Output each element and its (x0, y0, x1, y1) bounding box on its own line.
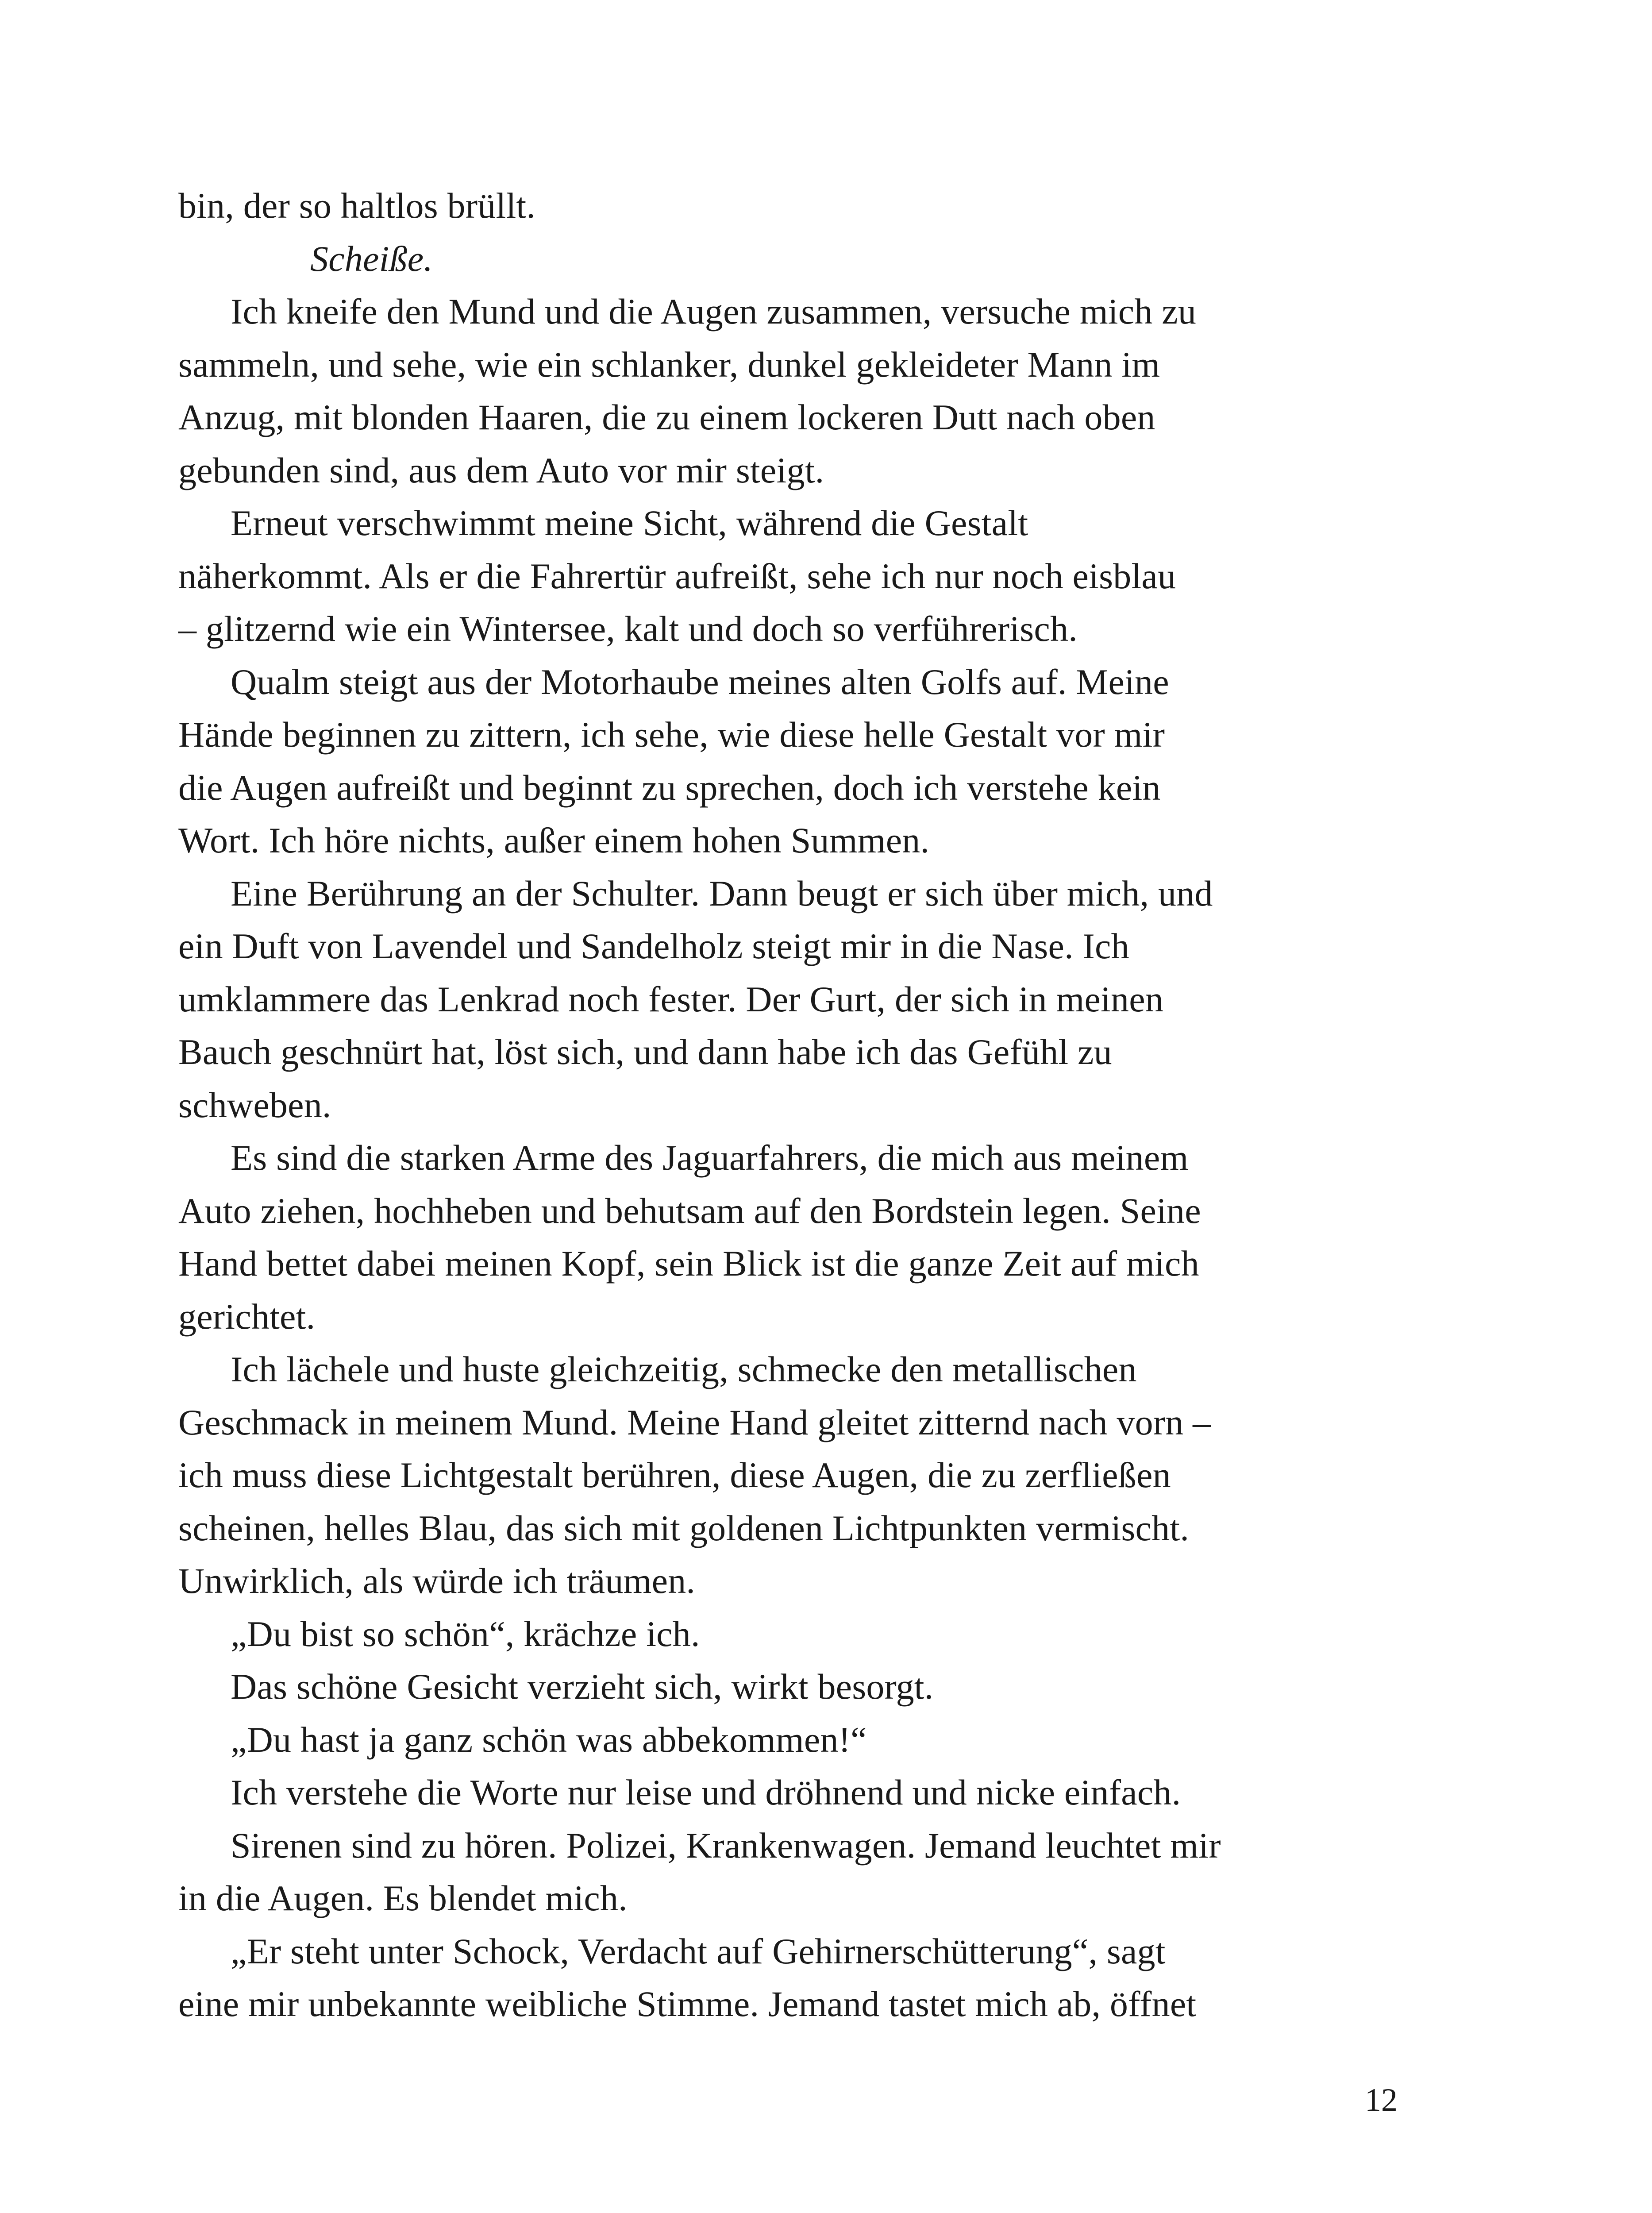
text-line: gebunden sind, aus dem Auto vor mir steigt. (178, 450, 824, 490)
text-line: bin, der so haltlos brüllt. (178, 185, 536, 226)
text-line: gerichtet. (178, 1296, 316, 1337)
text-line: – glitzernd wie ein Wintersee, kalt und doch so verführerisch. (178, 609, 1078, 649)
text-line: Ich kneife den Mund und die Augen zusammen, versuche mich zu (231, 291, 1197, 332)
text-line: Geschmack in meinem Mund. Meine Hand gleitet zitternd nach vorn – (178, 1402, 1211, 1442)
text-line: Ich lächele und huste gleichzeitig, schmecke den metallischen (231, 1349, 1137, 1389)
text-line: umklammere das Lenkrad noch fester. Der Gurt, der sich in meinen (178, 979, 1164, 1019)
text-line: sammeln, und sehe, wie ein schlanker, dunkel gekleideter Mann im (178, 344, 1160, 385)
text-line: Ich verstehe die Worte nur leise und dröhnend und nicke einfach. (231, 1772, 1181, 1812)
text-line: Bauch geschnürt hat, löst sich, und dann habe ich das Gefühl zu (178, 1032, 1112, 1072)
text-line: ich muss diese Lichtgestalt berühren, diese Augen, die zu zerfließen (178, 1455, 1171, 1495)
text-line: die Augen aufreißt und beginnt zu sprechen, doch ich verstehe kein (178, 767, 1161, 808)
text-line: Es sind die starken Arme des Jaguarfahrers, die mich aus meinem (231, 1137, 1189, 1178)
text-line: „Du hast ja ganz schön was abbekommen!“ (231, 1719, 867, 1760)
text-line: Anzug, mit blonden Haaren, die zu einem lockeren Dutt nach oben (178, 397, 1155, 437)
text-line: ein Duft von Lavendel und Sandelholz steigt mir in die Nase. Ich (178, 926, 1129, 966)
text-line: „Du bist so schön“, krächze ich. (231, 1613, 700, 1654)
text-line: in die Augen. Es blendet mich. (178, 1878, 628, 1918)
text-line: eine mir unbekannte weibliche Stimme. Jemand tastet mich ab, öffnet (178, 1984, 1197, 2024)
text-line: Auto ziehen, hochheben und behutsam auf den Bordstein legen. Seine (178, 1190, 1201, 1231)
text-line: Unwirklich, als würde ich träumen. (178, 1561, 696, 1601)
text-line: Scheiße. (310, 238, 433, 279)
text-line: Hände beginnen zu zittern, ich sehe, wie diese helle Gestalt vor mir (178, 714, 1165, 755)
page-body (178, 179, 1400, 2031)
text-line: Hand bettet dabei meinen Kopf, sein Blick ist die ganze Zeit auf mich (178, 1243, 1199, 1284)
text-line: Erneut verschwimmt meine Sicht, während die Gestalt (231, 503, 1028, 543)
text-line: Qualm steigt aus der Motorhaube meines alten Golfs auf. Meine (231, 661, 1169, 702)
text-line: „Er steht unter Schock, Verdacht auf Gehirnerschütterung“, sagt (231, 1931, 1166, 1971)
text-line: Das schöne Gesicht verzieht sich, wirkt besorgt. (231, 1666, 934, 1707)
text-line: scheinen, helles Blau, das sich mit goldenen Lichtpunkten vermischt. (178, 1507, 1190, 1548)
text-line: näherkommt. Als er die Fahrertür aufreißt, sehe ich nur noch eisblau (178, 555, 1176, 596)
text-line: Eine Berührung an der Schulter. Dann beugt er sich über mich, und (231, 873, 1213, 914)
text-line: Wort. Ich höre nichts, außer einem hohen Summen. (178, 820, 930, 860)
text-line: schweben. (178, 1084, 331, 1125)
page-number: 12 (1365, 2082, 1398, 2118)
text-line: Sirenen sind zu hören. Polizei, Krankenwagen. Jemand leuchtet mir (231, 1825, 1221, 1866)
